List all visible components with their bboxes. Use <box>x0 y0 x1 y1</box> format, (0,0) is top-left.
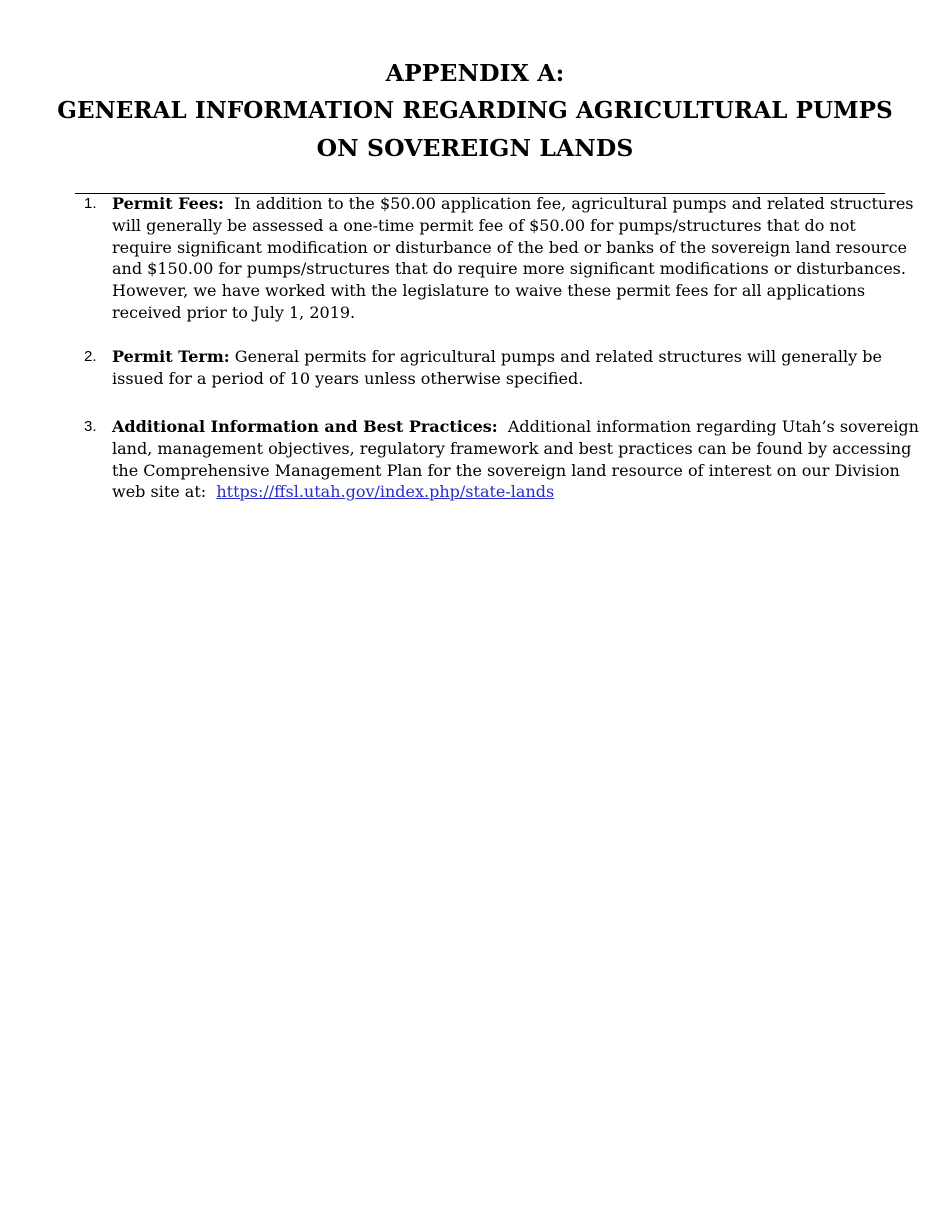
additional-info-text-line-4: web site at: <box>112 482 217 502</box>
permit-fees-text-line-4: and $150.00 for pumps/structures that do require more significant modifications or disturbances. <box>112 259 906 279</box>
permit-fees-heading: Permit Fees: <box>112 194 224 213</box>
section-title-line-1: GENERAL INFORMATION REGARDING AGRICULTURAL PUMPS <box>57 97 893 124</box>
additional-info-heading: Additional Information and Best Practices: <box>112 417 498 436</box>
list-item-number-1: 1. <box>84 195 97 212</box>
permit-fees-text-line-6: received prior to July 1, 2019. <box>112 302 356 322</box>
list-item-permit-term <box>112 346 902 390</box>
state-lands-link[interactable]: https://ffsl.utah.gov/index.php/state-lands <box>216 482 555 502</box>
permit-fees-text-line-3: require significant modification or disturbance of the bed or banks of the sovereign land resource <box>112 237 907 257</box>
list-item-line <box>112 193 914 215</box>
list-item-permit-fees <box>112 193 914 324</box>
additional-info-text-line-3: the Comprehensive Management Plan for the sovereign land resource of interest on our Division <box>112 460 900 480</box>
list-item-line <box>112 416 919 438</box>
section-title-line-2: ON SOVEREIGN LANDS <box>316 134 634 162</box>
additional-info-text-line-2: land, management objectives, regulatory framework and best practices can be found by accessing <box>112 438 912 458</box>
list-item-line <box>112 346 902 368</box>
list-item-additional-info <box>112 416 919 503</box>
permit-term-text-line-1: General permits for agricultural pumps and related structures will generally be <box>229 347 882 366</box>
appendix-title: APPENDIX A: <box>385 59 565 87</box>
additional-info-text-line-1: Additional information regarding Utah’s sovereign <box>497 417 919 436</box>
list-item-line <box>112 481 902 503</box>
permit-fees-text-line-1: In addition to the $50.00 application fee, agricultural pumps and related structures <box>223 194 914 213</box>
permit-fees-text-line-2: will generally be assessed a one-time permit fee of $50.00 for pumps/structures that do not <box>112 215 856 235</box>
list-item-number-3: 3. <box>84 418 97 435</box>
list-item-number-2: 2. <box>84 348 97 365</box>
permit-term-heading: Permit Term: <box>112 347 230 366</box>
permit-term-text-line-2: issued for a period of 10 years unless otherwise specified. <box>112 368 584 388</box>
permit-fees-text-line-5: However, we have worked with the legislature to waive these permit fees for all applications <box>112 281 866 301</box>
